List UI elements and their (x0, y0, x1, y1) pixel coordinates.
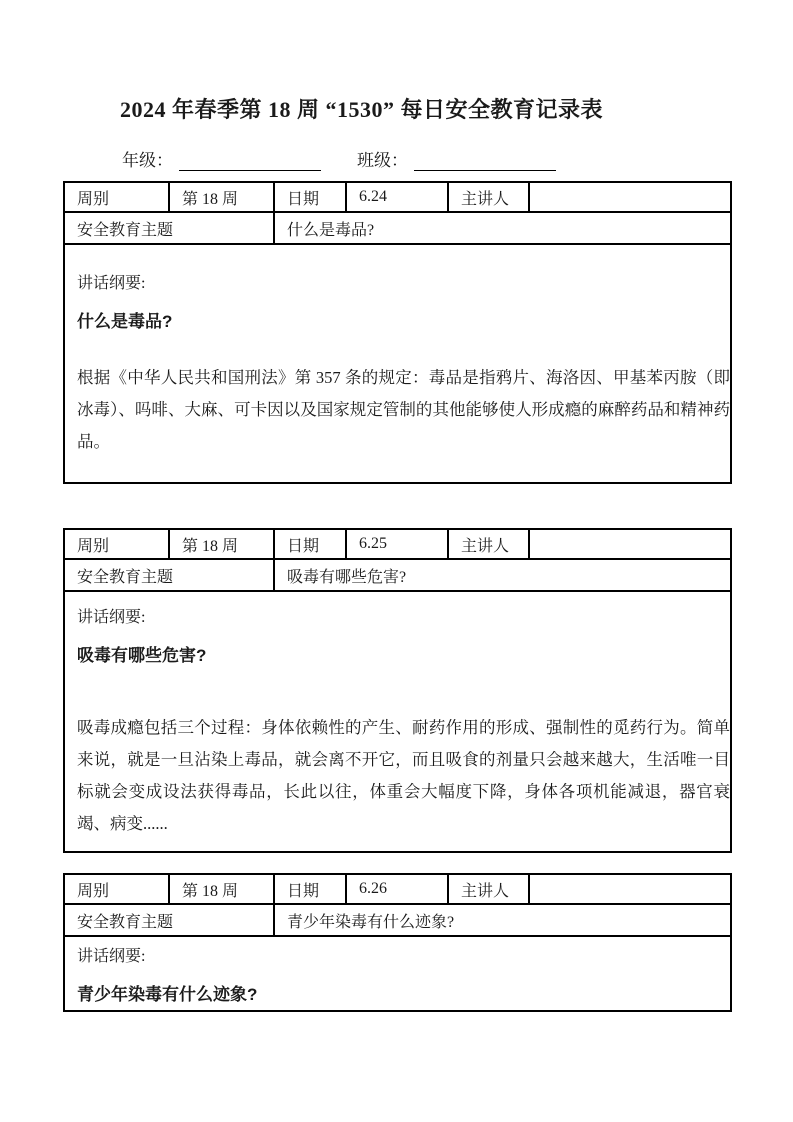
date-label: 日期 (274, 874, 346, 904)
speaker-value-field[interactable] (529, 529, 731, 559)
date-value: 6.26 (346, 874, 448, 904)
record-table-3 (63, 873, 732, 1012)
outline-heading: 什么是毒品? (77, 311, 173, 331)
grade-field[interactable] (179, 151, 321, 171)
speaker-label: 主讲人 (448, 874, 529, 904)
date-value: 6.25 (346, 529, 448, 559)
grade-class-line (122, 146, 556, 171)
outline-cell (64, 936, 731, 1011)
table-row (64, 874, 731, 904)
table-row (64, 936, 731, 1011)
speaker-value-field[interactable] (529, 874, 731, 904)
outline-cell (64, 591, 731, 852)
outline-body: 根据《中华人民共和国刑法》第 357 条的规定：毒品是指鸦片、海洛因、甲基苯丙胺（即冰毒）、吗啡、大麻、可卡因以及国家规定管制的其他能够使人形成瘾的麻醉药品和精神药品。 (77, 367, 730, 451)
date-label: 日期 (274, 529, 346, 559)
topic-label: 安全教育主题 (64, 212, 274, 244)
speaker-label: 主讲人 (448, 182, 529, 212)
record-table-2 (63, 528, 732, 853)
table-row (64, 244, 731, 483)
week-value: 第 18 周 (169, 182, 274, 212)
table-row (64, 212, 731, 244)
outline-label: 讲话纲要: (77, 947, 146, 965)
table-row (64, 591, 731, 852)
grade-label: 年级： (122, 151, 173, 170)
outline-label: 讲话纲要: (77, 608, 146, 626)
class-label: 班级： (357, 151, 408, 170)
week-label: 周别 (64, 182, 169, 212)
outline-body: 吸毒成瘾包括三个过程：身体依赖性的产生、耐药作用的形成、强制性的觅药行为。简单来说，就是一旦沾染上毒品，就会离不开它，而且吸食的剂量只会越来越大，生活唯一目标就会变成设法获得毒品，长此以往，体重会大幅度下降，身体各项机能减退，器官衰竭、病变...... (77, 717, 730, 833)
outline-heading: 吸毒有哪些危害? (77, 645, 207, 665)
speaker-label: 主讲人 (448, 529, 529, 559)
outline-heading: 青少年染毒有什么迹象? (77, 984, 258, 1004)
table-row (64, 182, 731, 212)
topic-value: 吸毒有哪些危害? (274, 559, 731, 591)
outline-label: 讲话纲要: (77, 274, 146, 292)
week-value: 第 18 周 (169, 874, 274, 904)
outline-cell (64, 244, 731, 483)
page-title: 2024 年春季第 18 周 “1530” 每日安全教育记录表 (120, 97, 604, 122)
topic-value: 青少年染毒有什么迹象? (274, 904, 731, 936)
date-label: 日期 (274, 182, 346, 212)
class-field[interactable] (414, 151, 556, 171)
week-value: 第 18 周 (169, 529, 274, 559)
table-row (64, 529, 731, 559)
topic-value: 什么是毒品? (274, 212, 731, 244)
speaker-value-field[interactable] (529, 182, 731, 212)
table-row (64, 559, 731, 591)
date-value: 6.24 (346, 182, 448, 212)
record-table-1 (63, 181, 732, 484)
topic-label: 安全教育主题 (64, 904, 274, 936)
table-row (64, 904, 731, 936)
topic-label: 安全教育主题 (64, 559, 274, 591)
week-label: 周别 (64, 874, 169, 904)
week-label: 周别 (64, 529, 169, 559)
